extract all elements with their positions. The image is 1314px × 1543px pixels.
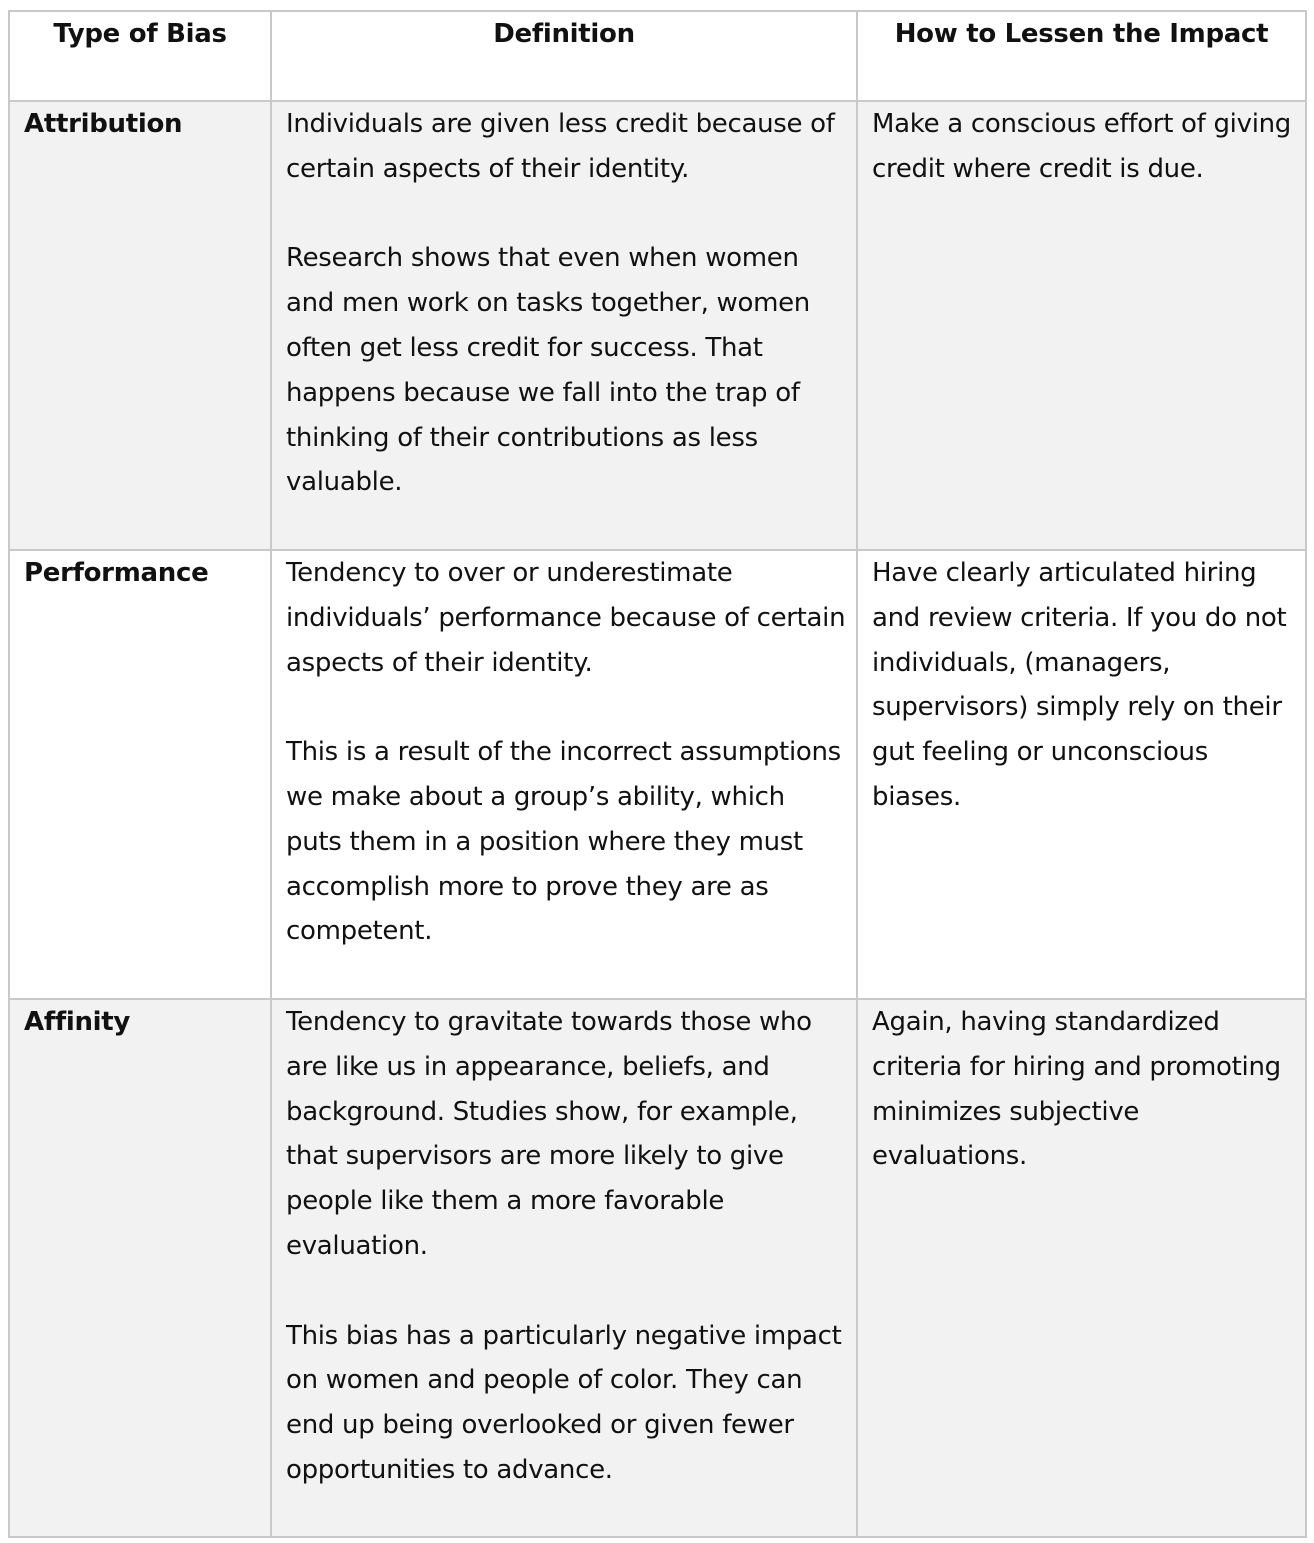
- definition-paragraph: Research shows that even when women and men work on tasks together, women often get less credit for success. That happens because we fall into the trap of thinking of their contributions as less valuable.: [286, 243, 810, 498]
- definition-paragraph: Individuals are given less credit because of certain aspects of their identity.: [286, 109, 835, 184]
- bias-table: [8, 10, 1307, 1538]
- lessen-text: Again, having standardized criteria for hiring and promoting minimizes subjective evaluations.: [872, 1007, 1281, 1172]
- bias-type-cell: [9, 101, 271, 550]
- definition-paragraph: This bias has a particularly negative impact on women and people of color. They can end up being overlooked or given fewer opportunities to advance.: [286, 1320, 842, 1485]
- lessen-text: Have clearly articulated hiring and review criteria. If you do not individuals, (managers, supervisors) simply rely on their gut feeling or unconscious biases.: [872, 558, 1287, 812]
- bias-type-cell: [9, 999, 271, 1537]
- lessen-cell: [857, 999, 1306, 1537]
- lessen-cell: [857, 101, 1306, 550]
- table-row-affinity: [9, 999, 1306, 1537]
- lessen-cell: [857, 550, 1306, 999]
- lessen-text: Make a conscious effort of giving credit where credit is due.: [872, 109, 1291, 184]
- header-row: [9, 11, 1306, 101]
- definition-paragraph: Tendency to gravitate towards those who are like us in appearance, beliefs, and background. Studies show, for example, that supervisors are more likely to give people like them a more favorable evaluation.: [286, 1007, 812, 1261]
- definition-cell: [271, 550, 857, 999]
- bias-type-cell: [9, 550, 271, 999]
- definition-cell: [271, 101, 857, 550]
- definition-paragraph: This is a result of the incorrect assumptions we make about a group’s ability, which puts them in a position where they must accomplish more to prove they are as competent.: [286, 737, 841, 947]
- table-row-performance: [9, 550, 1306, 999]
- bias-type-label: Affinity: [24, 1007, 131, 1037]
- definition-cell: [271, 999, 857, 1537]
- bias-type-label: Performance: [24, 558, 209, 588]
- definition-paragraph: Tendency to over or underestimate individuals’ performance because of certain aspects of their identity.: [286, 558, 846, 678]
- header-how-to-lessen: How to Lessen the Impact: [857, 11, 1306, 101]
- table-row-attribution: [9, 101, 1306, 550]
- bias-type-label: Attribution: [24, 109, 183, 139]
- header-type-of-bias: Type of Bias: [9, 11, 271, 101]
- header-definition: Definition: [271, 11, 857, 101]
